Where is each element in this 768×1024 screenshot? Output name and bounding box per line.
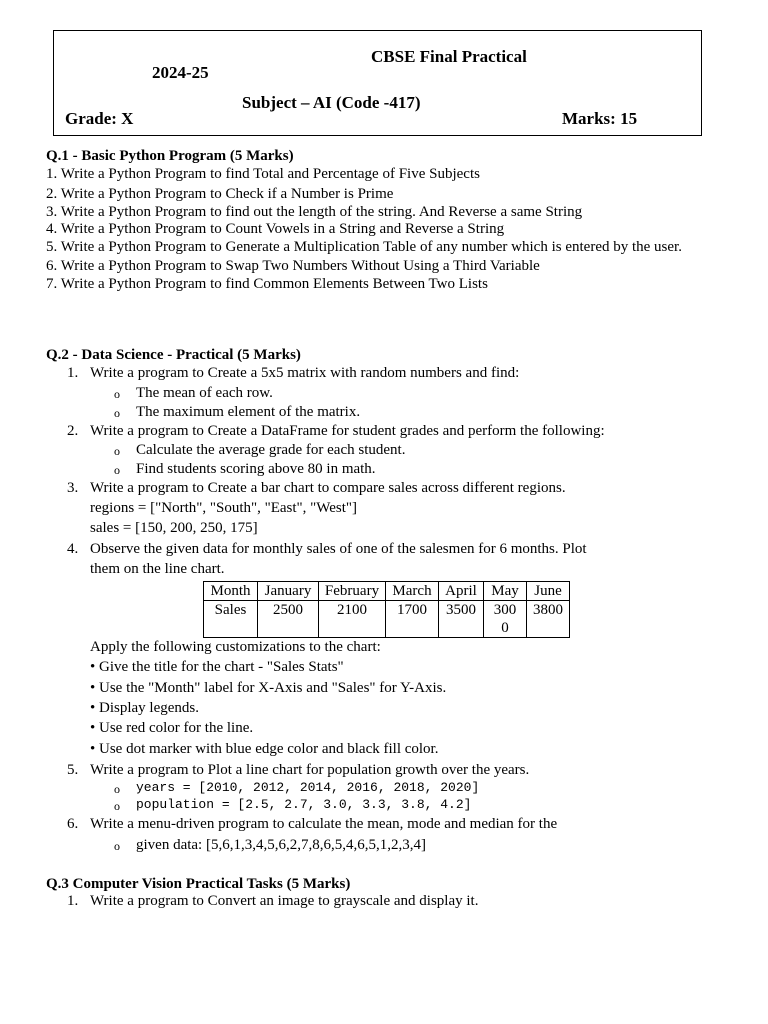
- sub-bullet: o: [114, 387, 120, 401]
- q2-item-4-apply: Apply the following customizations to the chart:: [90, 639, 381, 655]
- sales-table: [203, 581, 570, 638]
- q1-item-4: 4. Write a Python Program to Count Vowels in a String and Reverse a String: [46, 221, 505, 237]
- q2-heading: Q.2 - Data Science - Practical (5 Marks): [46, 347, 301, 363]
- q2-item-5-text: Write a program to Plot a line chart for population growth over the years.: [90, 762, 530, 778]
- table-cell: February: [319, 582, 386, 601]
- q2-item-2-num: 2.: [67, 423, 79, 439]
- sub-bullet: o: [114, 799, 120, 813]
- q1-item-1: 1. Write a Python Program to find Total and Percentage of Five Subjects: [46, 166, 480, 182]
- q1-heading: Q.1 - Basic Python Program (5 Marks): [46, 148, 294, 164]
- table-cell: April: [439, 582, 484, 601]
- q1-item-6: 6. Write a Python Program to Swap Two Numbers Without Using a Third Variable: [46, 258, 540, 274]
- table-row: [204, 601, 570, 638]
- table-cell: May: [484, 582, 527, 601]
- q2-item-5-code-1: years = [2010, 2012, 2014, 2016, 2018, 2020]: [136, 780, 480, 795]
- q3-heading: Q.3 Computer Vision Practical Tasks (5 Marks): [46, 876, 351, 892]
- q2-item-6-sub: given data: [5,6,1,3,4,5,6,2,7,8,6,5,4,6,5,1,2,3,4]: [136, 837, 426, 853]
- table-cell: 2100: [319, 601, 386, 638]
- q2-item-1-sub-2: The maximum element of the matrix.: [136, 404, 361, 420]
- q2-item-4-text: Observe the given data for monthly sales of one of the salesmen for 6 months. Plot: [90, 541, 587, 557]
- sub-bullet: o: [114, 782, 120, 796]
- q2-item-1-sub-1: The mean of each row.: [136, 385, 273, 401]
- q2-item-4-bullet-2: • Use the "Month" label for X-Axis and "Sales" for Y-Axis.: [90, 680, 447, 696]
- sub-bullet: o: [114, 406, 120, 420]
- table-cell: 2500: [258, 601, 319, 638]
- q2-item-5-num: 5.: [67, 762, 79, 778]
- q3-item-1-num: 1.: [67, 893, 79, 909]
- q1-item-7: 7. Write a Python Program to find Common Elements Between Two Lists: [46, 276, 488, 292]
- q2-item-6-text: Write a menu-driven program to calculate the mean, mode and median for the: [90, 816, 558, 832]
- table-cell: 1700: [386, 601, 439, 638]
- table-row: [204, 582, 570, 601]
- sub-bullet: o: [114, 463, 120, 477]
- q2-item-5-code-2: population = [2.5, 2.7, 3.0, 3.3, 3.8, 4.2]: [136, 797, 472, 812]
- table-cell: March: [386, 582, 439, 601]
- may-sales-line-1: 300: [493, 602, 517, 618]
- q2-item-6-num: 6.: [67, 816, 79, 832]
- table-cell: [484, 601, 527, 638]
- q2-item-4-num: 4.: [67, 541, 79, 557]
- q1-item-5: 5. Write a Python Program to Generate a Multiplication Table of any number which is entered by the user.: [46, 239, 682, 255]
- q2-item-4-bullet-1: • Give the title for the chart - "Sales Stats": [90, 659, 344, 675]
- q2-item-3-num: 3.: [67, 480, 79, 496]
- exam-year: 2024-25: [152, 63, 209, 82]
- table-cell: January: [258, 582, 319, 601]
- grade-label: Grade: X: [65, 109, 134, 128]
- table-cell: Sales: [204, 601, 258, 638]
- table-cell: 3500: [439, 601, 484, 638]
- q2-item-3-regions: regions = ["North", "South", "East", "West"]: [90, 500, 358, 516]
- q1-item-3: 3. Write a Python Program to find out the length of the string. And Reverse a same String: [46, 204, 583, 220]
- table-cell: Month: [204, 582, 258, 601]
- q2-item-1-text: Write a program to Create a 5x5 matrix with random numbers and find:: [90, 365, 520, 381]
- q2-item-2-text: Write a program to Create a DataFrame for student grades and perform the following:: [90, 423, 605, 439]
- marks-label: Marks: 15: [562, 109, 638, 128]
- table-cell: June: [527, 582, 570, 601]
- header-box: [53, 30, 702, 136]
- q2-item-2-sub-1: Calculate the average grade for each student.: [136, 442, 406, 458]
- q2-item-4-bullet-3: • Display legends.: [90, 700, 199, 716]
- q3-item-1-text: Write a program to Convert an image to grayscale and display it.: [90, 893, 479, 909]
- q2-item-2-sub-2: Find students scoring above 80 in math.: [136, 461, 376, 477]
- q2-item-4-text-2: them on the line chart.: [90, 561, 225, 577]
- exam-title: CBSE Final Practical: [371, 47, 527, 66]
- sub-bullet: o: [114, 839, 120, 853]
- q2-item-4-bullet-5: • Use dot marker with blue edge color and black fill color.: [90, 741, 439, 757]
- sub-bullet: o: [114, 444, 120, 458]
- table-cell: 3800: [527, 601, 570, 638]
- subject-label: Subject – AI (Code -417): [242, 93, 421, 112]
- may-sales-line-2: 0: [501, 620, 509, 636]
- q2-item-3-sales: sales = [150, 200, 250, 175]: [90, 520, 258, 536]
- q2-item-4-bullet-4: • Use red color for the line.: [90, 720, 254, 736]
- q1-item-2: 2. Write a Python Program to Check if a Number is Prime: [46, 186, 394, 202]
- q2-item-1-num: 1.: [67, 365, 79, 381]
- q2-item-3-text: Write a program to Create a bar chart to compare sales across different regions.: [90, 480, 566, 496]
